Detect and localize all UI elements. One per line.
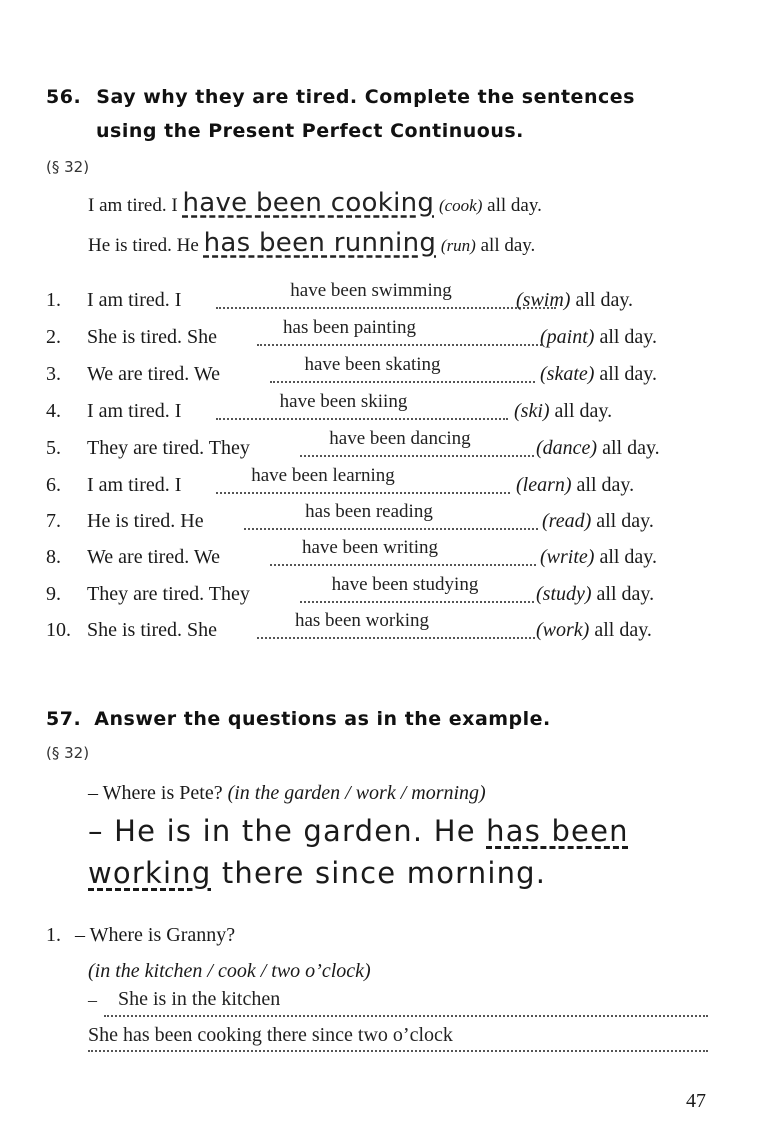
answer-line bbox=[216, 307, 556, 309]
exercise-item: 4. I am tired. I have been skiing (ski) all day. bbox=[46, 391, 613, 422]
answer-line bbox=[257, 637, 535, 639]
answer-line bbox=[216, 492, 510, 494]
question-1: 1. – Where is Granny? bbox=[46, 924, 236, 946]
handwritten-answer: She is in the kitchen bbox=[118, 988, 281, 1010]
grammar-reference: (§ 32) bbox=[46, 158, 90, 176]
exercise-item: 10. She is tired. She has been working (work) all day. bbox=[46, 610, 652, 641]
verb-cue: (work) bbox=[536, 619, 590, 641]
verb-cue: (study) bbox=[536, 583, 592, 605]
answer-line bbox=[244, 528, 538, 530]
answer-line bbox=[216, 418, 508, 420]
handwritten-answer: has been painting bbox=[283, 317, 416, 338]
answer-line bbox=[300, 601, 534, 603]
example-sentence-1: I am tired. I have been cooking (cook) all day. bbox=[88, 188, 542, 218]
verb-cue: (learn) bbox=[516, 474, 572, 496]
handwritten-answer: has been reading bbox=[305, 501, 433, 522]
exercise-title-continued: using the Present Perfect Continuous. bbox=[96, 120, 524, 142]
verb-cue: (dance) bbox=[536, 437, 598, 459]
answer-line bbox=[257, 344, 542, 346]
exercise-item: 2. She is tired. She has been painting (paint) all day. bbox=[46, 317, 658, 348]
answer-dash: – bbox=[88, 990, 97, 1010]
exercise-57-heading bbox=[46, 708, 551, 730]
handwritten-answer: have been swimming bbox=[290, 280, 452, 301]
handwritten-answer: has been working bbox=[294, 610, 430, 631]
verb-cue: (read) bbox=[542, 510, 592, 532]
exercise-item: 8. We are tired. We have been writing (write) all day. bbox=[46, 537, 658, 568]
handwritten-answer: have been learning bbox=[251, 465, 395, 486]
verb-cue: (run) bbox=[440, 236, 476, 255]
exercise-item: 6. I am tired. I have been learning (learn) all day. bbox=[46, 465, 635, 496]
page-number: 47 bbox=[686, 1090, 706, 1112]
verb-cue: (swim) bbox=[516, 289, 571, 311]
handwritten-answer: have been writing bbox=[301, 537, 439, 558]
handwritten-answer: have been dancing bbox=[329, 428, 471, 449]
grammar-reference: (§ 32) bbox=[46, 744, 90, 762]
exercise-item: 5. They are tired. They have been dancing (dance) all day. bbox=[46, 428, 660, 459]
answer-line bbox=[88, 1050, 708, 1052]
verb-cue: (ski) bbox=[514, 400, 550, 422]
exercise-item: 1. I am tired. I have been swimming (swim) all day. bbox=[46, 280, 634, 311]
exercise-item: 7. He is tired. He has been reading (read) all day. bbox=[46, 501, 654, 532]
verb-cue: (cook) bbox=[438, 196, 483, 215]
exercise-item: 9. They are tired. They have been studying (study) all day. bbox=[46, 574, 655, 605]
example-answer: have been cooking bbox=[182, 188, 435, 218]
exercise-56-heading bbox=[46, 86, 635, 108]
handwritten-answer: have been studying bbox=[331, 574, 479, 595]
example-question: – Where is Pete? (in the garden / work / morning) bbox=[88, 782, 486, 804]
example-sentence-2: He is tired. He has been running (run) all day. bbox=[88, 228, 536, 258]
exercise-item: 3. We are tired. We have been skating (skate) all day. bbox=[46, 354, 657, 385]
verb-cue: (skate) bbox=[540, 363, 595, 385]
example-answer-line-2: working there since morning. bbox=[88, 856, 547, 890]
handwritten-answer: She has been cooking there since two o’clock bbox=[88, 1024, 453, 1046]
handwritten-answer: have been skating bbox=[304, 354, 441, 375]
exercise-number: 56. bbox=[46, 86, 82, 108]
handwritten-answer: have been skiing bbox=[279, 391, 408, 412]
example-answer: has been running bbox=[203, 228, 437, 258]
cue: (in the garden / work / morning) bbox=[227, 782, 486, 804]
answer-line bbox=[300, 455, 534, 457]
question-1-cue: (in the kitchen / cook / two o’clock) bbox=[88, 960, 371, 982]
verb-cue: (paint) bbox=[540, 326, 595, 348]
verb-cue: (write) bbox=[540, 546, 595, 568]
answer-line bbox=[104, 1015, 708, 1017]
answer-line bbox=[270, 564, 536, 566]
exercise-number: 57. bbox=[46, 708, 82, 730]
example-answer-line-1: – He is in the garden. He has been bbox=[88, 814, 629, 848]
exercise-title: Answer the questions as in the example. bbox=[94, 708, 551, 730]
answer-line bbox=[270, 381, 535, 383]
exercise-title: Say why they are tired. Complete the sentences bbox=[96, 86, 635, 108]
